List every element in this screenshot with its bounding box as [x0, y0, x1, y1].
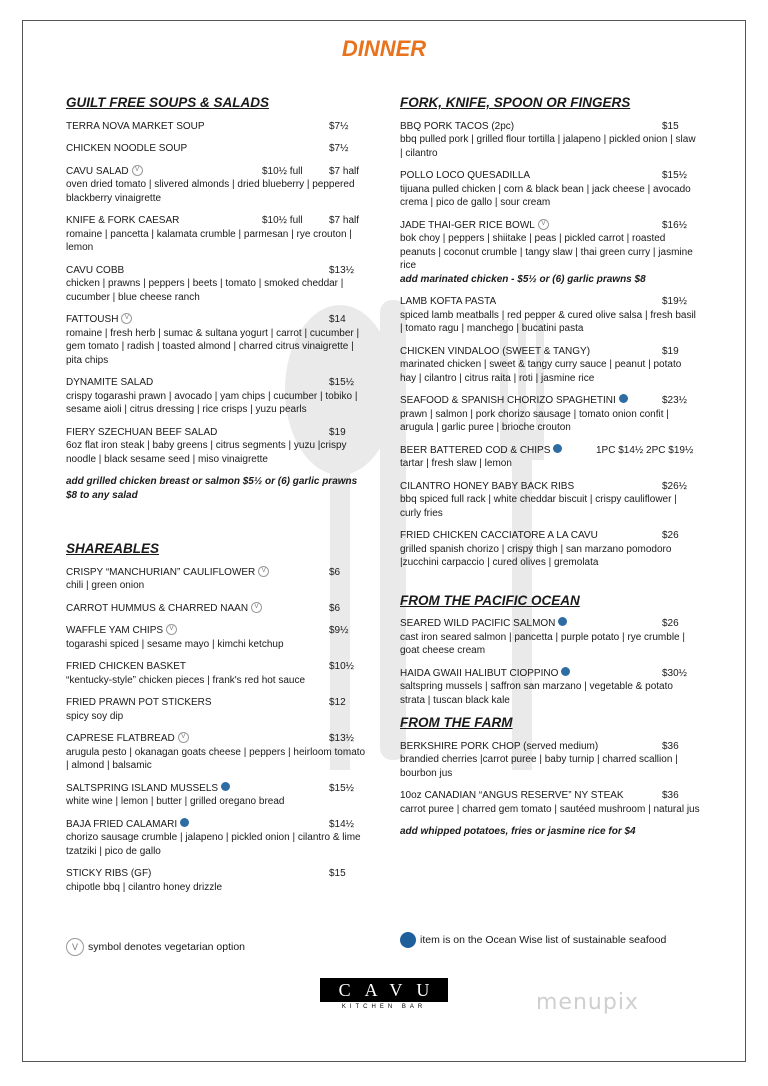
- cavu-logo: [320, 978, 448, 1010]
- item-price-full: $10½ full: [262, 215, 303, 226]
- ocean-wise-icon: [561, 667, 570, 676]
- item-price: $26: [662, 618, 679, 629]
- menu-item: [400, 394, 700, 435]
- item-price: $7½: [329, 120, 349, 132]
- salad-addon-note: add grilled chicken breast or salmon $5½ or (6) garlic prawns $8 to any salad: [66, 476, 358, 501]
- menu-item: [400, 120, 700, 161]
- item-name: [66, 376, 366, 390]
- item-name: [400, 219, 700, 233]
- item-description: chorizo sausage crumble | jalapeno | pickled onion | cilantro & lime tzatziki | pico de gallo: [66, 832, 361, 857]
- logo-wordmark: CAVU: [320, 978, 448, 1002]
- item-name: [400, 667, 700, 681]
- left-column: [66, 96, 366, 903]
- item-description: saltspring mussels | saffron san marzano | vegetable & potato strata | tuscan black kale: [400, 681, 673, 706]
- section-heading-soups-salads: GUILT FREE SOUPS & SALADS: [66, 95, 270, 110]
- item-description: arugula pesto | okanagan goats cheese | peppers | heirloom tomato | almond | balsamic: [66, 746, 366, 771]
- item-name: [66, 782, 366, 796]
- item-description: oven dried tomato | slivered almonds | dried blueberry | peppered blackberry vinaigrette: [66, 179, 355, 204]
- item-price: $26½: [662, 480, 688, 492]
- item-price: $7 half: [329, 215, 360, 226]
- ocean-wise-icon: [558, 617, 567, 626]
- item-price: $15½: [662, 170, 688, 181]
- ocean-wise-legend: [400, 932, 666, 948]
- item-price: $16½: [662, 219, 688, 231]
- item-price: $14½: [329, 818, 355, 830]
- menu-item: [66, 818, 366, 859]
- item-name: [66, 624, 366, 638]
- section-heading-shareables: SHAREABLES: [66, 541, 160, 556]
- item-description: crispy togarashi prawn | avocado | yam chips | cucumber | tobiko | sesame aioli | citrus dressing | rice crisps | yuzu pearls: [66, 390, 358, 415]
- menu-item: [66, 566, 366, 593]
- item-price: $15: [662, 120, 679, 132]
- item-price: $15½: [329, 782, 355, 794]
- vegetarian-icon: V: [178, 732, 189, 743]
- item-price: $26: [662, 530, 679, 541]
- item-name: [66, 120, 366, 134]
- item-name: [66, 142, 366, 156]
- item-name: [400, 529, 700, 543]
- item-price: $13½: [329, 733, 355, 744]
- menu-item: [66, 142, 366, 156]
- ocean-wise-icon: [180, 818, 189, 827]
- item-name-text: SEAFOOD & SPANISH CHORIZO SPAGHETINI: [400, 395, 616, 406]
- menu-item: [400, 345, 700, 386]
- menu-item: [400, 529, 700, 570]
- menu-item: [66, 313, 366, 367]
- ocean-wise-legend-text: item is on the Ocean Wise list of sustainable seafood: [420, 933, 667, 946]
- menu-title: DINNER: [341, 36, 427, 61]
- item-description: brandied cherries |carrot puree | baby turnip | charred scallion | bourbon jus: [400, 754, 678, 779]
- item-description: romaine | fresh herb | sumac & sultana yogurt | carrot | cucumber | gem tomato | radish | toasted almond | charred citrus vinaigrette | pita chips: [66, 327, 360, 366]
- item-name: [66, 602, 366, 616]
- item-name: [66, 696, 366, 710]
- ocean-wise-icon: [553, 444, 562, 453]
- item-price: $30½: [662, 667, 688, 679]
- item-price: $36: [662, 790, 679, 801]
- vegetarian-icon: V: [132, 165, 143, 176]
- item-description: white wine | lemon | butter | grilled oregano bread: [66, 796, 285, 807]
- item-name: [66, 214, 366, 228]
- menu-item: [66, 602, 366, 616]
- item-price: $19½: [662, 296, 688, 307]
- menu-item: [66, 264, 366, 305]
- item-name-text: KNIFE & FORK CAESAR: [66, 215, 180, 226]
- item-price: $12: [329, 697, 346, 708]
- item-name-text: CAVU COBB: [66, 264, 125, 276]
- item-description: chicken | prawns | peppers | beets | tomato | smoked cheddar | cucumber | blue cheese ranch: [66, 278, 344, 303]
- item-name-text: TERRA NOVA MARKET SOUP: [66, 120, 205, 132]
- item-name: [400, 169, 700, 183]
- menu-item: [66, 696, 366, 723]
- menu-item: [66, 867, 366, 894]
- item-description: cast iron seared salmon | pancetta | purple potato | rye crumble | goat cheese cream: [400, 631, 685, 656]
- menupix-watermark: menupix: [536, 990, 639, 1015]
- farm-sides-note: add whipped potatoes, fries or jasmine rice for $4: [400, 826, 636, 837]
- item-description: spicy soy dip: [66, 710, 124, 722]
- ocean-wise-icon: [221, 782, 230, 791]
- item-price: $9½: [329, 625, 349, 636]
- item-name-text: HAIDA GWAII HALIBUT CIOPPINO: [400, 667, 559, 679]
- item-name-text: BBQ PORK TACOS (2pc): [400, 120, 515, 132]
- item-name-text: 10oz CANADIAN “ANGUS RESERVE” NY STEAK: [400, 790, 624, 801]
- item-name-text: CHICKEN NOODLE SOUP: [66, 143, 188, 154]
- item-description: togarashi spiced | sesame mayo | kimchi ketchup: [66, 638, 284, 650]
- item-price: $36: [662, 740, 679, 752]
- item-name: [66, 867, 366, 881]
- vegetarian-icon: V: [538, 219, 549, 230]
- item-name-text: FATTOUSH: [66, 314, 119, 325]
- item-price: $7 half: [329, 165, 360, 177]
- item-name: [400, 120, 700, 134]
- right-column: [400, 96, 700, 839]
- item-price: 1PC $14½ 2PC $19½: [596, 444, 694, 456]
- menu-item: [400, 480, 700, 521]
- menu-item: [400, 295, 700, 336]
- item-name-text: FRIED PRAWN POT STICKERS: [66, 697, 212, 708]
- vegetarian-icon: V: [121, 313, 132, 324]
- item-name-text: SALTSPRING ISLAND MUSSELS: [66, 782, 219, 794]
- item-name-text: JADE THAI-GER RICE BOWL: [400, 219, 535, 231]
- item-description: grilled spanish chorizo | crispy thigh | san marzano pomodoro |zucchini carpaccio | cured olives | gremolata: [400, 543, 672, 568]
- item-name-text: BEER BATTERED COD & CHIPS: [400, 444, 551, 456]
- item-name: [400, 480, 700, 494]
- item-name: [66, 732, 366, 746]
- item-name: [66, 426, 366, 440]
- item-name-text: STICKY RIBS (GF): [66, 868, 152, 879]
- menu-item: [400, 444, 700, 471]
- item-name: [400, 789, 700, 803]
- item-price: $19: [662, 345, 679, 357]
- item-name-text: CARROT HUMMUS & CHARRED NAAN: [66, 602, 249, 614]
- item-description: tartar | fresh slaw | lemon: [400, 458, 512, 469]
- item-name-text: DYNAMITE SALAD: [66, 377, 154, 388]
- vegetarian-icon: V: [251, 602, 262, 613]
- item-description: tijuana pulled chicken | corn & black bean | jack cheese | avocado crema | pico de gallo | sour cream: [400, 183, 691, 208]
- item-name-text: BERKSHIRE PORK CHOP (served medium): [400, 740, 599, 752]
- item-name-text: LAMB KOFTA PASTA: [400, 296, 497, 307]
- menu-item: [66, 660, 366, 687]
- item-name-text: FIERY SZECHUAN BEEF SALAD: [66, 426, 218, 438]
- item-price: $19: [329, 426, 346, 438]
- item-description: chipotle bbq | cilantro honey drizzle: [66, 881, 223, 893]
- menu-item: [400, 219, 700, 287]
- menu-item: [400, 740, 700, 781]
- menu-item: [66, 214, 366, 255]
- menu-item: [66, 165, 366, 206]
- item-name-text: BAJA FRIED CALAMARI: [66, 818, 178, 830]
- section-heading-pacific-ocean: FROM THE PACIFIC OCEAN: [400, 592, 580, 608]
- item-description: 6oz flat iron steak | baby greens | citrus segments | yuzu |crispy noodle | black sesame seed | miso vinaigrette: [66, 440, 347, 465]
- vegetarian-icon: V: [166, 624, 177, 635]
- menu-item: [66, 624, 366, 651]
- item-name: [400, 295, 700, 309]
- item-name-text: POLLO LOCO QUESADILLA: [400, 170, 531, 181]
- item-name: [66, 660, 366, 674]
- item-name-text: FRIED CHICKEN BASKET: [66, 661, 187, 672]
- vegetarian-legend-text: symbol denotes vegetarian option: [88, 940, 246, 953]
- vegetarian-icon: V: [258, 566, 269, 577]
- section-heading-farm: FROM THE FARM: [400, 715, 513, 730]
- item-price: $23½: [662, 395, 688, 406]
- section-heading-fork-knife: FORK, KNIFE, SPOON OR FINGERS: [400, 95, 631, 110]
- item-price: $7½: [329, 143, 349, 154]
- vegetarian-legend: [66, 938, 245, 956]
- item-name-text: CAPRESE FLATBREAD: [66, 733, 175, 744]
- item-description: bbq pulled pork | grilled flour tortilla | jalapeno | pickled onion | slaw | cilantro: [400, 134, 696, 159]
- item-name: [66, 313, 366, 327]
- item-price: $13½: [329, 264, 355, 276]
- item-name: [66, 818, 366, 832]
- item-description: romaine | pancetta | kalamata crumble | parmesan | rye crouton | lemon: [66, 228, 352, 253]
- item-price: $15: [329, 868, 346, 879]
- item-name-text: CHICKEN VINDALOO (SWEET & TANGY): [400, 345, 591, 357]
- menu-item: [400, 169, 700, 210]
- item-description: bbq spiced full rack | white cheddar biscuit | crispy cauliflower | curly fries: [400, 494, 677, 519]
- item-name: [400, 617, 700, 631]
- item-name-text: CAVU SALAD: [66, 165, 129, 177]
- item-name-text: CRISPY “MANCHURIAN” CAULIFLOWER: [66, 566, 256, 578]
- logo-subtitle: KITCHEN BAR: [341, 1004, 427, 1010]
- item-price: $6: [329, 566, 341, 578]
- item-name: [400, 740, 700, 754]
- menu-item: [400, 617, 700, 658]
- item-description: marinated chicken | sweet & tangy curry sauce | peanut | potato hay | cilantro | citrus raita | roti | jasmine rice: [400, 359, 682, 384]
- item-description: chili | green onion: [66, 580, 145, 591]
- item-name-text: CILANTRO HONEY BABY BACK RIBS: [400, 480, 575, 492]
- item-price: $15½: [329, 377, 355, 388]
- item-name: [66, 566, 366, 580]
- item-addon-note: add marinated chicken - $5½ or (6) garlic prawns $8: [400, 273, 646, 285]
- item-description: carrot puree | charred gem tomato | sautéed mushroom | natural jus: [400, 803, 700, 815]
- menu-item: [66, 376, 366, 417]
- item-description: prawn | salmon | pork chorizo sausage | tomato onion confit | arugula | garlic puree | brioche crouton: [400, 408, 669, 433]
- item-price-full: $10½ full: [262, 165, 303, 177]
- item-name: [400, 345, 700, 359]
- ocean-wise-icon: [400, 932, 416, 948]
- item-name-text: FRIED CHICKEN CACCIATORE A LA CAVU: [400, 530, 598, 541]
- menu-item: [400, 789, 700, 816]
- item-name-text: WAFFLE YAM CHIPS: [66, 625, 164, 636]
- item-description: “kentucky-style” chicken pieces | frank's red hot sauce: [66, 674, 306, 686]
- item-name: [66, 264, 366, 278]
- menu-item: [66, 426, 366, 467]
- ocean-wise-icon: [619, 394, 628, 403]
- vegetarian-icon: V: [66, 938, 84, 956]
- item-description: spiced lamb meatballs | red pepper & cured olive salsa | fresh basil | tomato ragu | manchego | bucatini pasta: [400, 309, 696, 334]
- item-name: [400, 394, 700, 408]
- menu-item: [400, 667, 700, 708]
- menu-item: [66, 782, 366, 809]
- item-name-text: SEARED WILD PACIFIC SALMON: [400, 618, 556, 629]
- menu-item: [66, 732, 366, 773]
- item-price: $14: [329, 314, 346, 325]
- item-description: bok choy | peppers | shiitake | peas | pickled carrot | roasted peanuts | coconut crumble | tangy slaw | thai green curry | jasmine rice: [400, 233, 693, 271]
- menu-item: [66, 120, 366, 134]
- item-price: $6: [329, 602, 341, 614]
- item-name: [66, 165, 366, 179]
- item-price: $10½: [329, 661, 355, 672]
